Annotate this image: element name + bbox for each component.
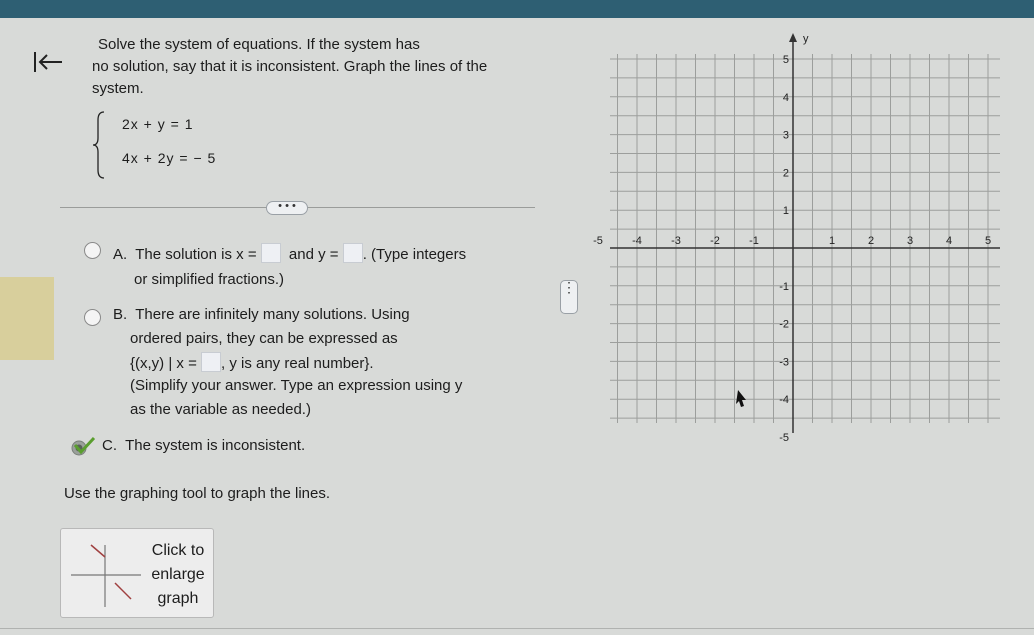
option-b-letter: B. [113, 306, 128, 323]
y-tick-label: -4 [779, 394, 789, 407]
y-tick-label: 2 [782, 167, 789, 180]
coordinate-graph[interactable] [580, 28, 1020, 458]
x-tick-label: -2 [710, 235, 720, 247]
option-b-text-1: There are infinitely many solutions. Using [135, 306, 410, 323]
left-accent-strip [0, 277, 54, 360]
y-axis-label: y [803, 33, 809, 45]
option-a-line-2: or simplified fractions.) [134, 271, 285, 288]
y-tick-label: -1 [779, 280, 789, 293]
prompt-line-1: Solve the system of equations. If the system has [98, 36, 420, 53]
y-tick-label: 1 [782, 205, 789, 218]
x-tick-label: -5 [593, 235, 603, 247]
x-tick-label: -3 [671, 235, 681, 247]
option-b-line-2: ordered pairs, they can be expressed as [130, 330, 398, 347]
x-tick-label: -1 [749, 235, 759, 247]
prompt-line-2: no solution, say that it is inconsistent. Graph the lines of the [92, 58, 488, 75]
x-answer-input[interactable] [261, 243, 281, 263]
y-answer-input[interactable] [343, 243, 363, 263]
option-a-text-mid: and y = [288, 246, 339, 263]
equation-system [92, 110, 292, 180]
y-tick-label: -5 [779, 432, 789, 444]
option-b-line-1 [113, 305, 410, 325]
graph-canvas[interactable] [580, 28, 1020, 458]
radio-option-b[interactable] [84, 309, 101, 326]
expand-dots-button[interactable]: • • • [266, 201, 308, 215]
bottom-divider [0, 628, 1034, 629]
x-tick-label: 1 [828, 235, 836, 247]
option-c-letter: C. [102, 437, 117, 454]
top-bar [0, 0, 1034, 18]
radio-option-a[interactable] [84, 242, 101, 259]
option-c-line[interactable] [102, 436, 305, 456]
left-brace-icon [92, 110, 106, 180]
y-axis-arrow-icon [789, 33, 797, 42]
option-b-line-3 [130, 352, 374, 374]
correct-check-icon [70, 436, 96, 456]
y-tick-label: 5 [782, 54, 789, 66]
x-tick-label: 2 [867, 235, 875, 247]
option-c-text: The system is inconsistent. [125, 437, 306, 454]
equation-2: 4x + 2y = − 5 [122, 150, 217, 166]
enlarge-text [143, 539, 213, 611]
enlarge-line-3: graph [157, 590, 199, 607]
enlarge-graph-button[interactable] [60, 528, 214, 618]
y-tick-label: -2 [779, 318, 789, 331]
option-b-set-pre: {(x,y) | x = [130, 355, 197, 372]
x-tick-label: 4 [945, 235, 953, 247]
mini-graph-icon [71, 537, 143, 609]
option-a-letter: A. [113, 246, 128, 263]
question-prompt [92, 34, 542, 100]
enlarge-line-1: Click to [151, 542, 205, 559]
y-tick-label: 3 [782, 129, 789, 142]
y-tick-label: -3 [779, 356, 789, 369]
option-a-text-post: . (Type integers [362, 246, 467, 263]
x-tick-label: 3 [906, 235, 914, 247]
option-b-set-post: , y is any real number}. [221, 355, 374, 372]
back-arrow-icon[interactable] [32, 48, 64, 76]
panel-resize-handle[interactable]: ⋮ [560, 280, 578, 314]
option-a-text-pre: The solution is x = [135, 246, 257, 263]
equation-1: 2x + y = 1 [122, 116, 194, 132]
x-tick-label: 5 [984, 235, 992, 247]
prompt-line-3: system. [92, 80, 144, 97]
x-expression-input[interactable] [201, 352, 221, 372]
option-a-line-1 [113, 243, 466, 265]
y-tick-label: 4 [782, 91, 789, 104]
mouse-cursor-icon [736, 390, 746, 407]
x-tick-label: -4 [632, 235, 642, 247]
enlarge-line-2: enlarge [151, 566, 205, 583]
option-b-line-4: (Simplify your answer. Type an expression using y [130, 377, 463, 394]
graphing-instruction: Use the graphing tool to graph the lines. [64, 485, 331, 502]
option-b-line-5: as the variable as needed.) [130, 401, 311, 418]
